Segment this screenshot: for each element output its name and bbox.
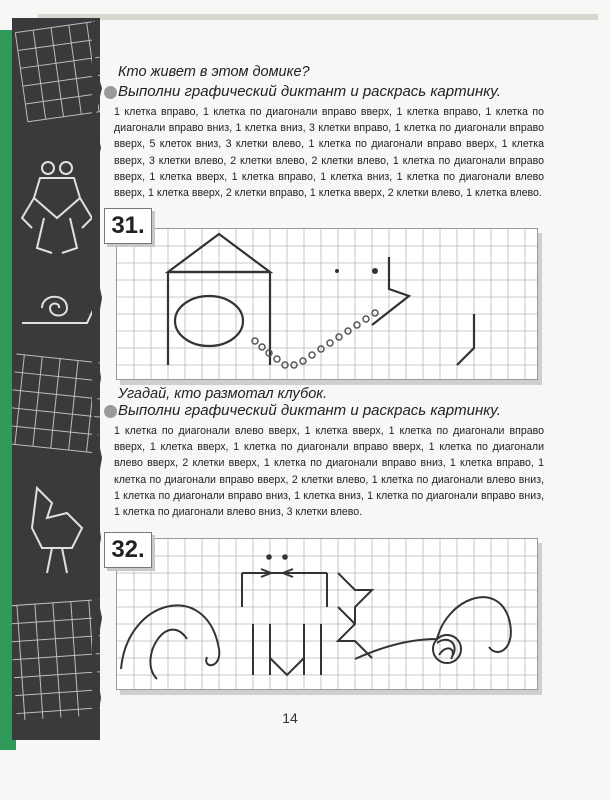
task31-subtitle: Выполни графический диктант и раскрась картинку.: [118, 83, 501, 100]
task32-bullet-icon: [104, 405, 117, 418]
sidebar-torn-edge: [92, 18, 112, 740]
task31-bullet-icon: [104, 86, 117, 99]
task31-drawing: [117, 229, 537, 379]
task32-subtitle: Выполни графический диктант и раскрась картинку.: [118, 402, 501, 419]
task32-drawing: [117, 539, 537, 689]
task32-instructions: 1 клетка по диагонали влево вверх, 1 клетка вверх, 1 клетка по диагонали вправо вверх, 1 клетка вверх, 1 клетка по диагонали вправо вверх, 1 клетка по диагонали влево вверх, 2 клетки вверх, 1 клетка по диагонали вправо вниз, 1 клетка вправо, 1 клетка по диагонали вправо вверх, 2 клетки влево, 1 клетка по диагонали влево вниз, 1 клетка по диагонали вправо вниз, 1 клетка вниз, 1 клетка по диагонали вправо вниз, 1 клетка по диагонали влево вниз, 3 клетки влево.: [114, 425, 544, 519]
task31-title: Кто живет в этом домике?: [118, 64, 310, 80]
task31-grid: [116, 228, 538, 380]
task32-number-badge: 32.: [104, 532, 152, 568]
task31-instructions: 1 клетка вправо, 1 клетка по диагонали вправо вверх, 1 клетка вправо, 1 клетка по диагонали вправо вниз, 1 клетка вниз, 3 клетки вправо, 1 клетка по диагонали вправо вверх, 5 клеток вниз, 3 клетки влево, 1 клетка по диагонали вправо вверх, 1 клетка вверх, 3 клетки влево, 2 клетки влево, 2 клетки влево, 1 клетка по диагонали вправо вверх, 1 клетка вверх, 1 клетка вправо, 1 клетка вниз, 1 клетка по диагонали влево вверх, 1 клетка вверх, 2 клетки вправо, 1 клетка вверх, 2 клетки влево, 1 клетка влево.: [114, 106, 544, 200]
sidebar-doodles: [12, 18, 100, 740]
page-number: 14: [282, 710, 298, 726]
task32-grid: [116, 538, 538, 690]
decorative-sidebar: [12, 18, 100, 740]
top-strip: [38, 14, 598, 20]
task32-title: Угадай, кто размотал клубок.: [118, 386, 328, 402]
task31-number-badge: 31.: [104, 208, 152, 244]
